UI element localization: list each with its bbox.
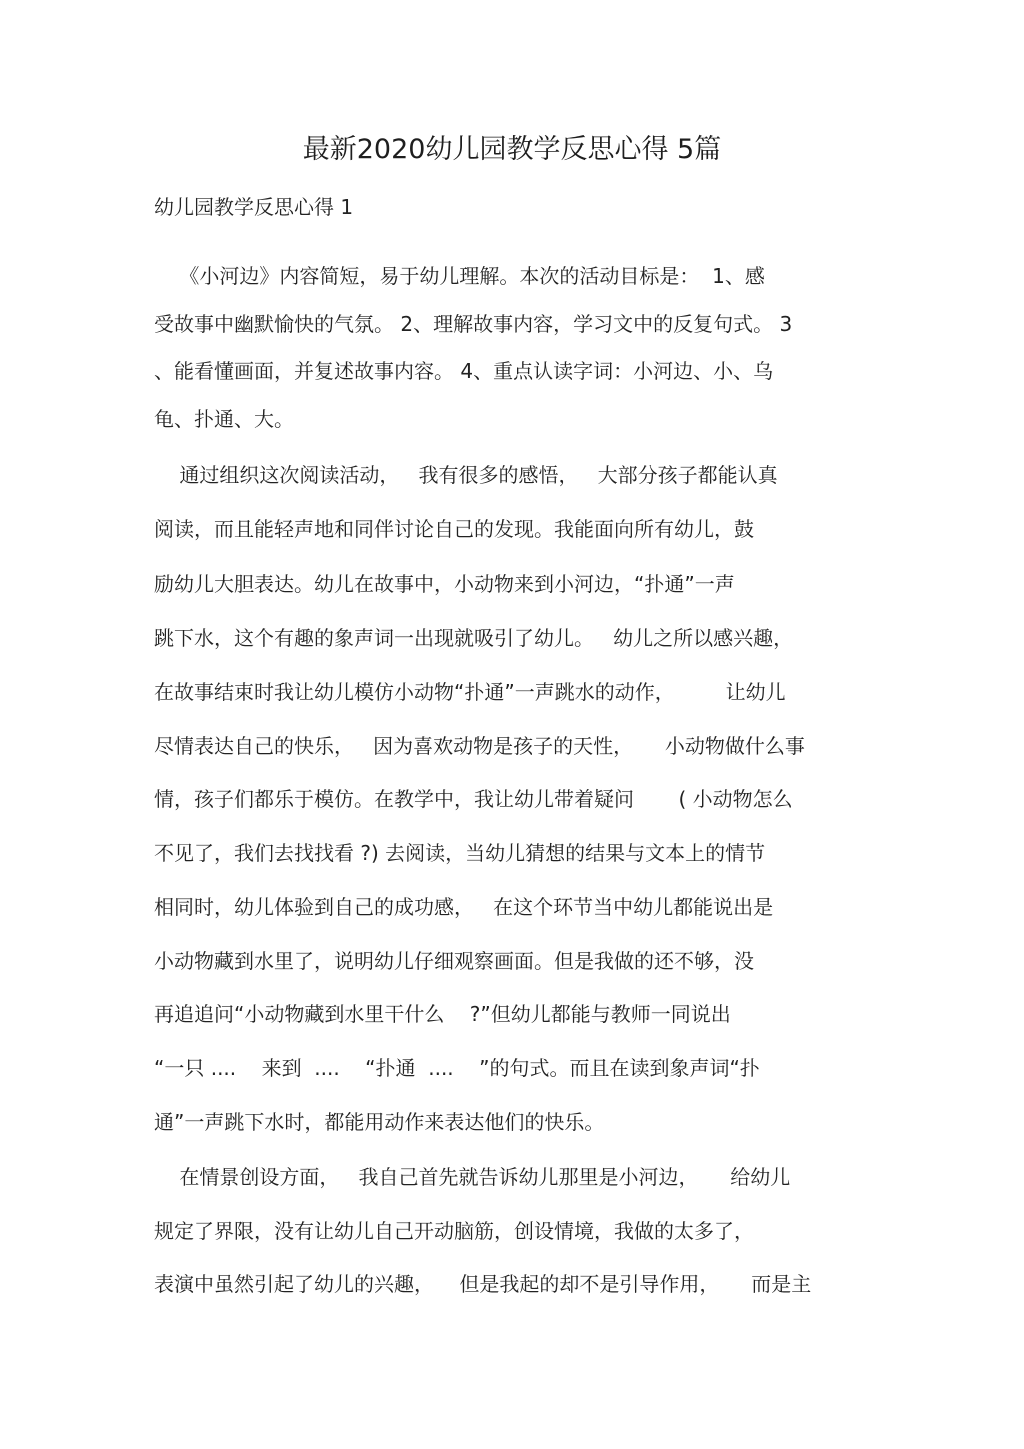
section-heading: 幼儿园教学反思心得 1 — [154, 195, 354, 219]
paragraph-line: “一只 .... 来到 .... “扑通 .... ”的句式。而且在读到象声词“扑 — [154, 1056, 760, 1080]
paragraph-line: 阅读，而且能轻声地和同伴讨论自己的发现。我能面向所有幼儿，鼓 — [154, 517, 754, 541]
paragraph-line: 尽情表达自己的快乐， 因为喜欢动物是孩子的天性， 小动物做什么事 — [154, 734, 805, 758]
paragraph-line: 跳下水，这个有趣的象声词一出现就吸引了幼儿。 幼儿之所以感兴趣， — [154, 626, 794, 650]
paragraph-line: 相同时，幼儿体验到自己的成功感， 在这个环节当中幼儿都能说出是 — [154, 895, 774, 919]
document-title: 最新2020幼儿园教学反思心得 5篇 — [302, 134, 722, 165]
paragraph-line: 通过组织这次阅读活动， 我有很多的感悟， 大部分孩子都能认真 — [154, 463, 778, 487]
paragraph-line: 规定了界限，没有让幼儿自己开动脑筋，创设情境，我做的太多了， — [154, 1219, 754, 1243]
paragraph-line: 、能看懂画面，并复述故事内容。 4、重点认读字词：小河边、小、乌 — [154, 359, 774, 383]
paragraph-line: 励幼儿大胆表达。幼儿在故事中，小动物来到小河边，“扑通”一声 — [154, 572, 735, 596]
paragraph-line: 不见了，我们去找找看 ?) 去阅读，当幼儿猜想的结果与文本上的情节 — [154, 841, 766, 865]
paragraph-line: 情，孩子们都乐于模仿。在教学中，我让幼儿带着疑问 ( 小动物怎么 — [154, 787, 793, 811]
paragraph-line: 龟、扑通、大。 — [154, 407, 294, 431]
paragraph-line: 在故事结束时我让幼儿模仿小动物“扑通”一声跳水的动作， 让幼儿 — [154, 680, 786, 704]
paragraph-line: 小动物藏到水里了，说明幼儿仔细观察画面。但是我做的还不够，没 — [154, 949, 754, 973]
paragraph-line: 在情景创设方面， 我自己首先就告诉幼儿那里是小河边， 给幼儿 — [154, 1165, 791, 1189]
paragraph-line: 《小河边》内容简短，易于幼儿理解。本次的活动目标是： 1、感 — [154, 264, 765, 288]
paragraph-line: 再追追问“小动物藏到水里干什么 ?”但幼儿都能与教师一同说出 — [154, 1002, 731, 1026]
paragraph-line: 表演中虽然引起了幼儿的兴趣， 但是我起的却不是引导作用， 而是主 — [154, 1272, 812, 1296]
paragraph-line: 通”一声跳下水时，都能用动作来表达他们的快乐。 — [154, 1110, 605, 1134]
paragraph-line: 受故事中幽默愉快的气氛。 2、理解故事内容，学习文中的反复句式。 3 — [154, 312, 793, 336]
